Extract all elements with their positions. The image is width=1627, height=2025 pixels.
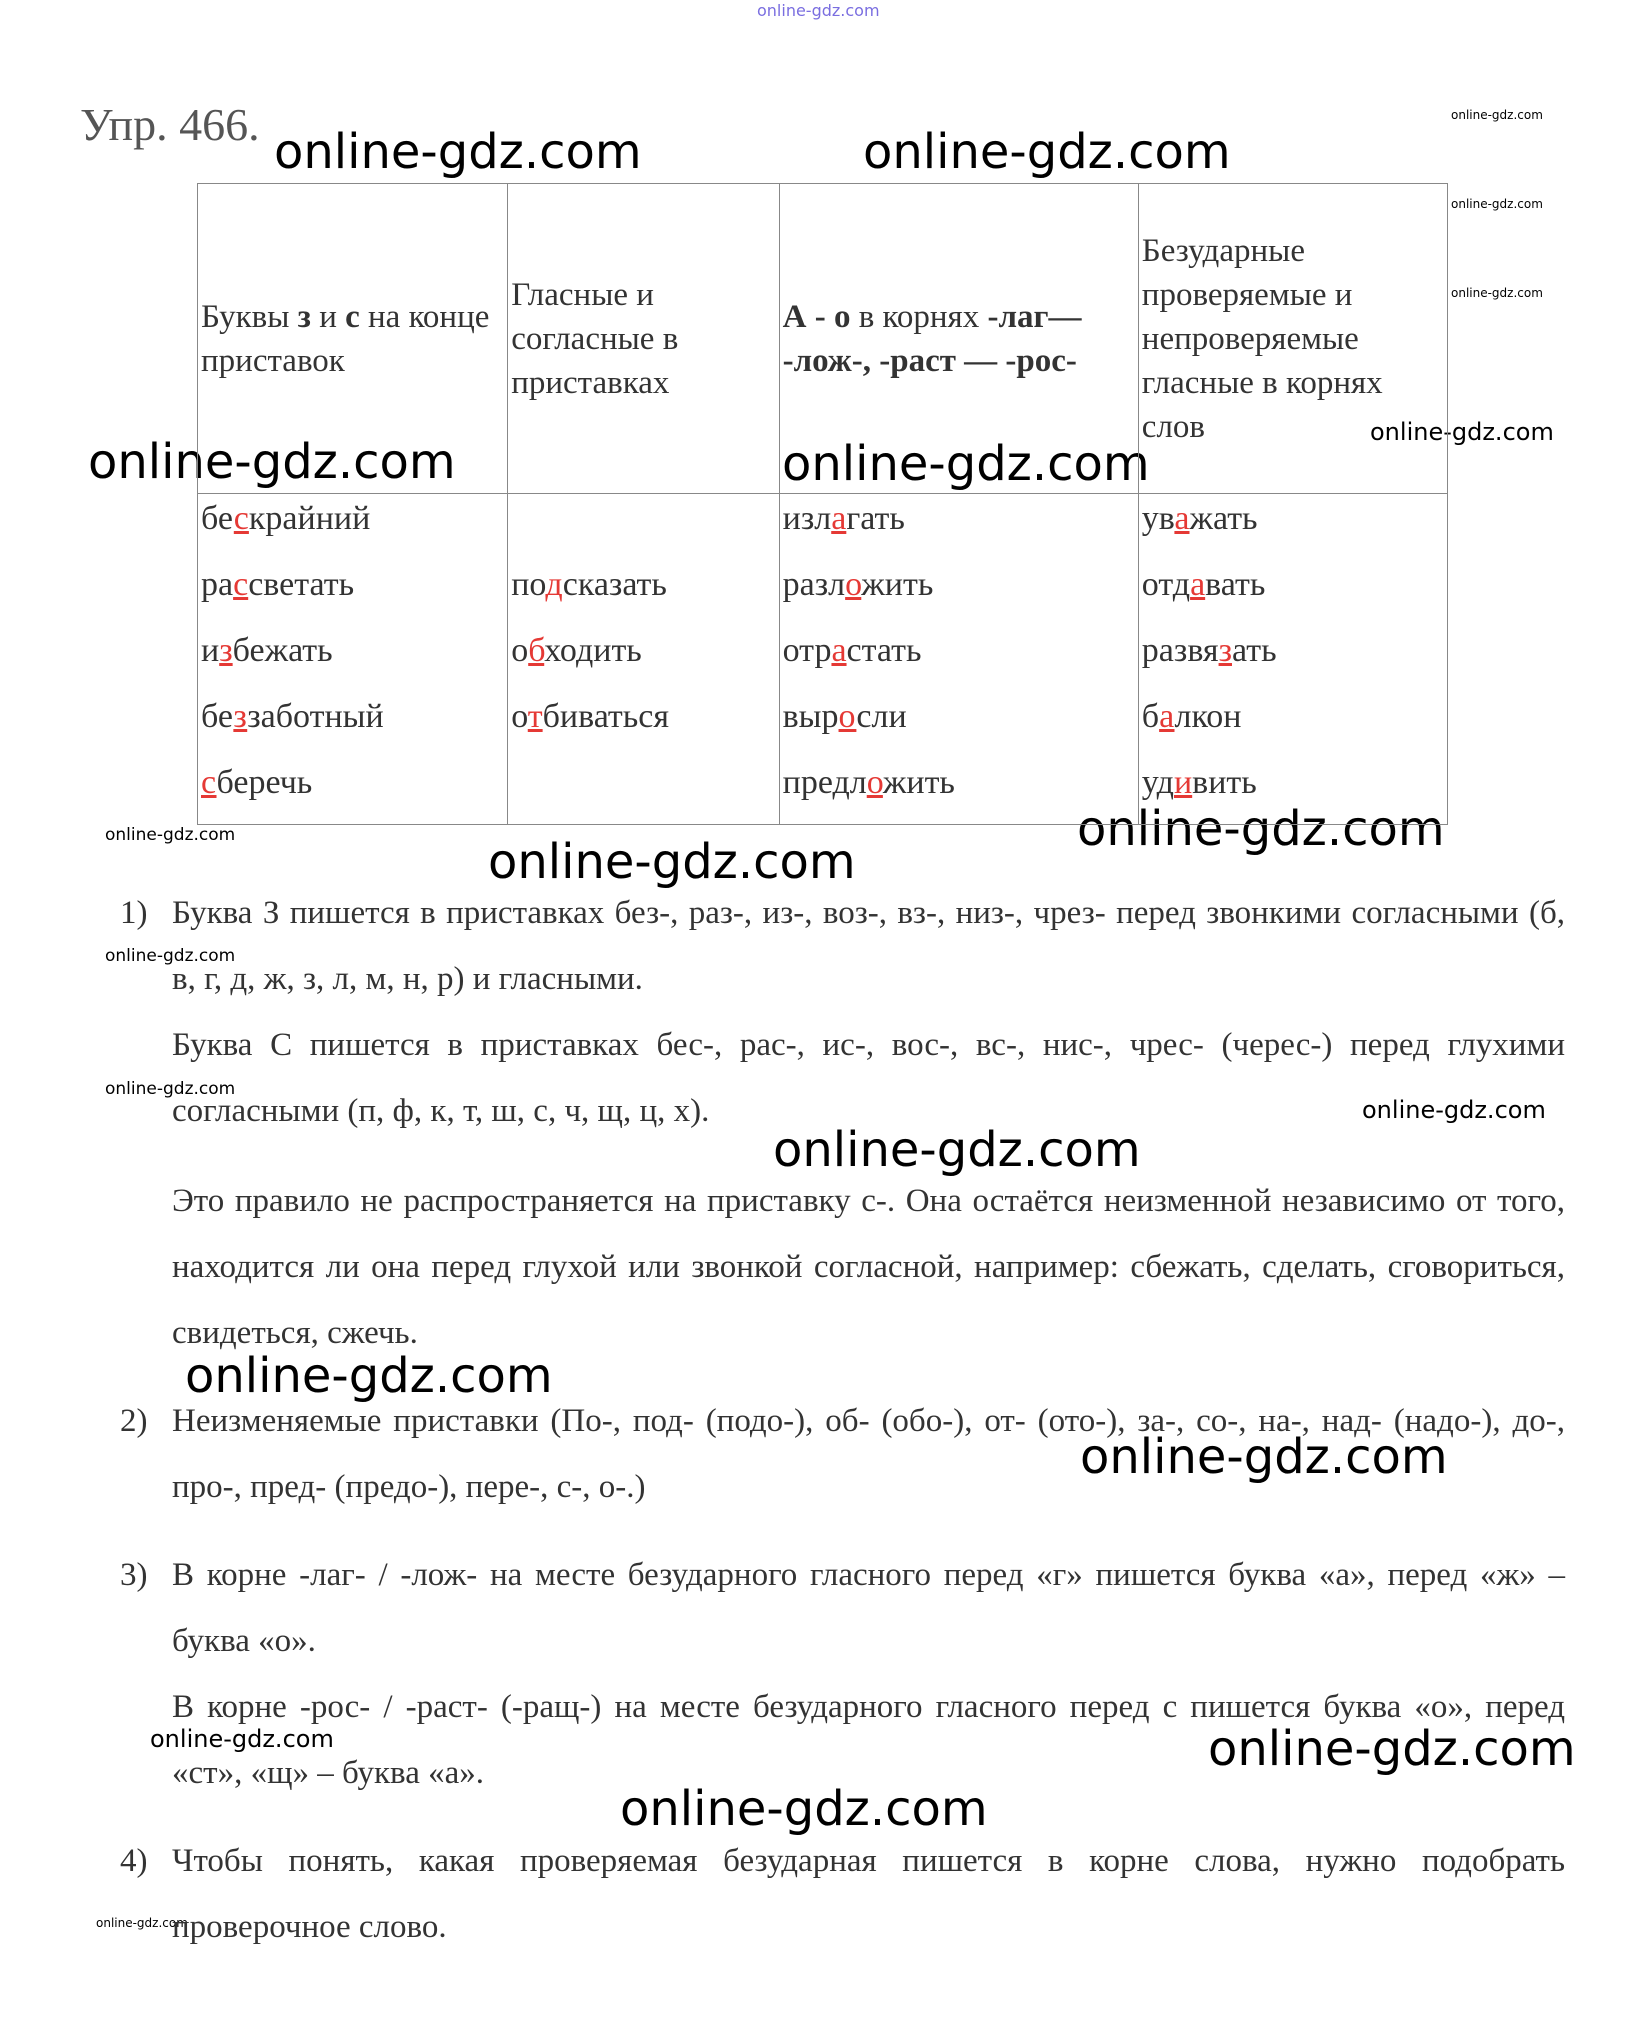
table-word — [783, 626, 1135, 692]
word-part: предл — [782, 764, 867, 801]
word-part: сказать — [562, 566, 667, 603]
table-word — [1142, 626, 1444, 692]
highlighted-letter: а — [1159, 698, 1175, 735]
watermark: online-gdz.com — [105, 946, 236, 966]
rule-number: 3) — [120, 1557, 148, 1593]
rule-paragraph: Неизменяемые приставки (По-, под- (подо-), об- (обо-), от- (ото-), за-, со-, на-, над- (надо-), до-, про-, пред- (предо-), пере-, с-, о-.) — [172, 1403, 1565, 1505]
rule-paragraph: Буква С пишется в приставках бес-, рас-, ис-, вос-, вс-, нис-, чрес- (черес-) перед глухими согласными (п, ф, к, т, ш, с, ч, щ, ц, х). — [172, 1027, 1565, 1129]
highlighted-letter: д — [545, 566, 563, 603]
header-text — [783, 299, 1082, 379]
word-part: жить — [861, 566, 934, 603]
highlighted-letter: а — [1190, 566, 1206, 603]
watermark: online-gdz.com — [185, 1348, 553, 1404]
word-part: бежать — [232, 632, 333, 669]
word-column — [779, 494, 1138, 825]
word-part: выр — [782, 698, 839, 735]
header-text — [201, 299, 489, 379]
watermark: online-gdz.com — [1077, 801, 1445, 857]
header-text-part: в корнях — [850, 298, 988, 335]
word-part: о — [511, 698, 528, 735]
word-column — [1138, 494, 1447, 825]
table-word — [783, 560, 1135, 626]
header-text-part: з — [297, 298, 311, 335]
highlighted-letter: б — [528, 632, 545, 669]
word-part: жать — [1189, 500, 1258, 537]
rule-number: 2) — [120, 1403, 148, 1439]
watermark: online-gdz.com — [274, 124, 642, 180]
watermark: online-gdz.com — [488, 834, 856, 890]
rule-number: 4) — [120, 1843, 148, 1879]
word-part: о — [511, 632, 529, 669]
watermark: online-gdz.com — [773, 1122, 1141, 1178]
watermark: online-gdz.com — [105, 825, 236, 845]
word-part: и — [201, 632, 220, 669]
table-header-row — [198, 184, 1448, 494]
header-text-part: -лаг— -лож-, -раст — -рос- — [782, 298, 1082, 379]
highlighted-letter: з — [1218, 632, 1232, 669]
table-word — [1142, 758, 1444, 824]
table-word — [1142, 560, 1444, 626]
highlighted-letter: о — [866, 764, 883, 801]
watermark: online-gdz.com — [1208, 1721, 1576, 1777]
table-word — [511, 626, 775, 692]
word-part: вать — [1205, 566, 1266, 603]
highlighted-letter: с — [233, 500, 249, 537]
highlighted-letter: а — [1174, 500, 1190, 537]
word-part: бе — [201, 698, 234, 735]
table-word — [511, 692, 775, 758]
table-word — [201, 626, 504, 692]
word-part: биваться — [542, 698, 670, 735]
word-part: жить — [882, 764, 955, 801]
watermark: online-gdz.com — [88, 434, 456, 490]
header-text-part: Гласные и согласные в приставках — [511, 276, 679, 401]
word-part: ходить — [544, 632, 642, 669]
watermark: online-gdz.com — [620, 1781, 988, 1837]
watermark: online-gdz.com — [782, 436, 1150, 492]
highlighted-letter: а — [831, 500, 847, 537]
word-part: изл — [782, 500, 832, 537]
word-part: беречь — [216, 764, 313, 801]
watermark: online-gdz.com — [757, 1, 880, 20]
header-text — [511, 277, 678, 401]
table-word — [783, 494, 1135, 560]
header-cell — [779, 184, 1138, 494]
rule-paragraph: Чтобы понять, какая проверяемая безударная пишется в корне слова, нужно подобрать проверочное слово. — [172, 1843, 1565, 1945]
word-part: по — [511, 566, 546, 603]
table-word — [511, 560, 775, 626]
exercise-title: Упр. 466. — [80, 99, 260, 150]
watermark: online-gdz.com — [1451, 197, 1543, 211]
header-text-part: А - о — [782, 298, 851, 335]
rule-item — [120, 1828, 1565, 1960]
table-word — [1142, 494, 1444, 560]
rule-paragraph: В корне -лаг- / -лож- на месте безударного гласного перед «г» пишется буква «а», перед «ж» – буква «о». — [172, 1557, 1565, 1659]
word-column — [508, 494, 779, 825]
word-column — [198, 494, 508, 825]
watermark: online-gdz.com — [1451, 108, 1543, 122]
word-part: б — [1141, 698, 1160, 735]
word-part: разл — [782, 566, 846, 603]
table-word — [201, 758, 504, 824]
rule-paragraph: Это правило не распространяется на приставку с-. Она остаётся неизменной независимо от того, находится ли она перед глухой или звонкой согласной, например: сбежать, сделать, сговориться, свидеться, сжечь. — [172, 1183, 1565, 1351]
table-word — [201, 494, 504, 560]
word-part: светать — [248, 566, 355, 603]
highlighted-letter: з — [219, 632, 233, 669]
header-text-part: Безударные проверяемые и непроверяемые гласные в корнях слов — [1141, 232, 1383, 445]
word-part: ра — [201, 566, 234, 603]
word-part: развя — [1141, 632, 1219, 669]
word-part: сли — [856, 698, 907, 735]
header-text-part: с — [345, 298, 360, 335]
rule-paragraph: В корне -рос- / -раст- (-ращ-) на месте безударного гласного перед с пишется буква «о», перед «ст», «щ» – буква «а». — [172, 1689, 1565, 1791]
word-part: ать — [1232, 632, 1277, 669]
watermark: online-gdz.com — [863, 124, 1231, 180]
word-part: отд — [1141, 566, 1191, 603]
header-cell — [198, 184, 508, 494]
table-word — [783, 758, 1135, 824]
spelling-table — [197, 183, 1448, 825]
header-text-part: на конце приставок — [201, 298, 490, 379]
rule-paragraph: Буква З пишется в приставках без-, раз-, из-, воз-, вз-, низ-, чрез- перед звонкими согласными (б, в, г, д, ж, з, л, м, н, р) и гласными. — [172, 895, 1565, 997]
rules-list — [120, 880, 1565, 1960]
highlighted-letter: т — [527, 698, 543, 735]
highlighted-letter: с — [201, 764, 217, 801]
table-body-row — [198, 494, 1448, 825]
table-word — [201, 692, 504, 758]
word-part: стать — [846, 632, 922, 669]
rule-item — [120, 1542, 1565, 1806]
word-part: заботный — [247, 698, 384, 735]
rule-item — [120, 1388, 1565, 1520]
word-part: бе — [201, 500, 234, 537]
header-text — [1142, 233, 1383, 445]
highlighted-letter: о — [845, 566, 862, 603]
word-part: гать — [846, 500, 905, 537]
word-part: отр — [782, 632, 832, 669]
watermark: online-gdz.com — [96, 1916, 188, 1930]
rule-item — [120, 880, 1565, 1366]
watermark: online-gdz.com — [150, 1725, 334, 1753]
table-word — [201, 560, 504, 626]
rule-number: 1) — [120, 895, 148, 931]
highlighted-letter: и — [1173, 764, 1193, 801]
header-text-part: Буквы — [201, 298, 298, 335]
watermark: online-gdz.com — [105, 1079, 236, 1099]
table-word — [783, 692, 1135, 758]
word-part: лкон — [1174, 698, 1242, 735]
watermark: online-gdz.com — [1362, 1096, 1546, 1124]
header-text-part: и — [310, 298, 346, 335]
word-part: ув — [1141, 500, 1175, 537]
word-part: крайний — [248, 500, 371, 537]
highlighted-letter: а — [831, 632, 847, 669]
word-part: вить — [1192, 764, 1257, 801]
highlighted-letter: з — [233, 698, 248, 735]
header-cell — [1138, 184, 1447, 494]
word-part: уд — [1141, 764, 1174, 801]
highlighted-letter: с — [233, 566, 249, 603]
header-cell — [508, 184, 779, 494]
watermark: online-gdz.com — [1080, 1429, 1448, 1485]
highlighted-letter: о — [838, 698, 857, 735]
watermark: online-gdz.com — [1451, 286, 1543, 300]
watermark: online-gdz.com — [1370, 418, 1554, 446]
table-word — [1142, 692, 1444, 758]
